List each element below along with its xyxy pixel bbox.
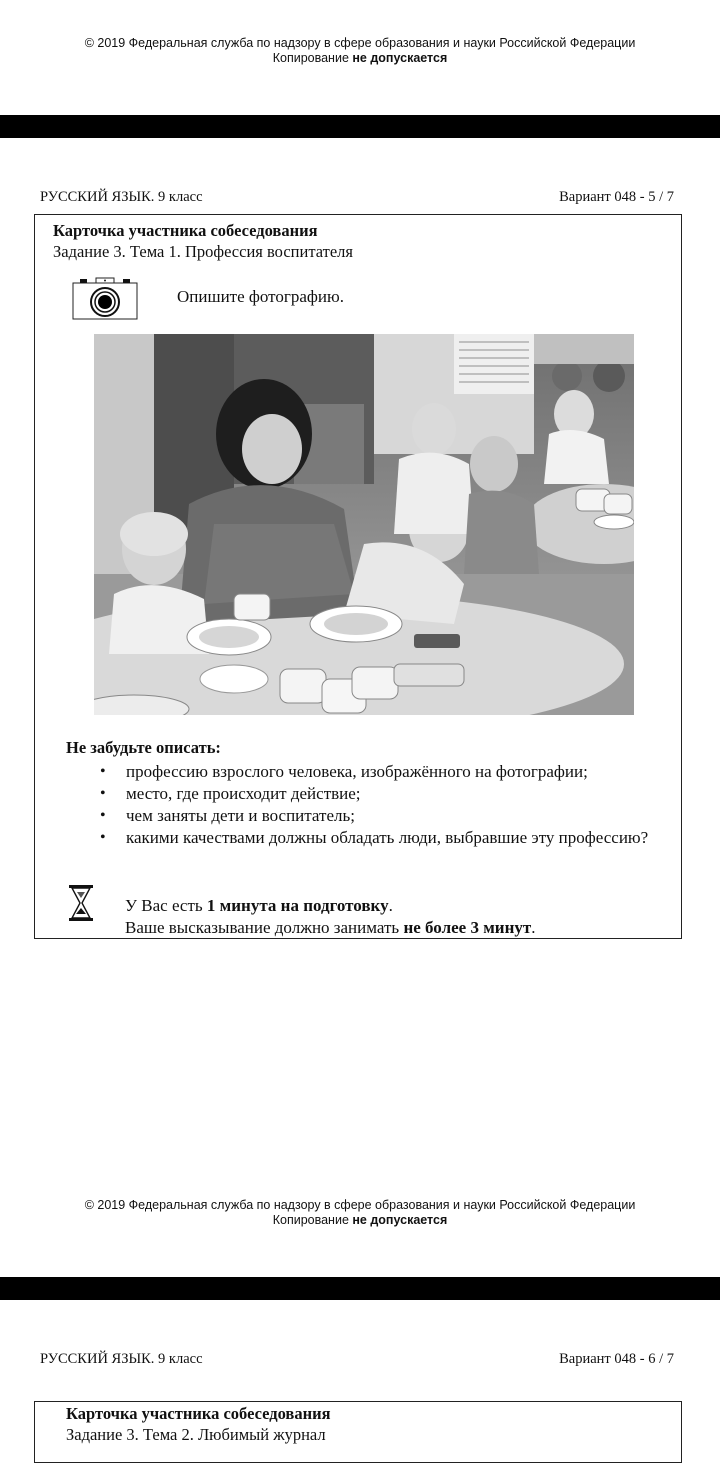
page-separator bbox=[0, 115, 720, 138]
camera-icon bbox=[72, 277, 138, 320]
list-item: • профессию взрослого человека, изображённого на фотографии; bbox=[100, 761, 674, 783]
preparation-time: У Вас есть 1 минута на подготовку. bbox=[125, 896, 393, 915]
card-subtitle: Задание 3. Тема 2. Любимый журнал bbox=[66, 1425, 326, 1444]
remember-heading: Не забудьте описать: bbox=[66, 738, 221, 757]
copyright-footer bbox=[0, 1198, 720, 1228]
card-title: Карточка участника собеседования bbox=[66, 1404, 331, 1423]
variant-header: Вариант 048 - 6 / 7 bbox=[559, 1351, 674, 1367]
card-title: Карточка участника собеседования bbox=[53, 221, 318, 240]
answer-duration: Ваше высказывание должно занимать не более 3 минут. bbox=[125, 918, 536, 937]
card-subtitle: Задание 3. Тема 1. Профессия воспитателя bbox=[53, 242, 353, 261]
subject-header: РУССКИЙ ЯЗЫК. 9 класс bbox=[40, 189, 203, 205]
list-item: • чем заняты дети и воспитатель; bbox=[100, 805, 674, 827]
copying-notice: Копирование не допускается bbox=[272, 1213, 448, 1227]
variant-header: Вариант 048 - 5 / 7 bbox=[559, 189, 674, 205]
copying-notice: Копирование не допускается bbox=[272, 51, 448, 65]
subject-header: РУССКИЙ ЯЗЫК. 9 класс bbox=[40, 1351, 203, 1367]
copyright-line: © 2019 Федеральная служба по надзору в сфере образования и науки Российской Федерации bbox=[84, 1198, 636, 1212]
copyright-footer-top bbox=[0, 36, 720, 66]
copyright-line: © 2019 Федеральная служба по надзору в сфере образования и науки Российской Федерации bbox=[84, 36, 636, 50]
instruction-text: Опишите фотографию. bbox=[177, 287, 344, 306]
kindergarten-photo bbox=[94, 334, 634, 715]
hourglass-icon bbox=[68, 884, 94, 922]
page-separator bbox=[0, 1277, 720, 1300]
list-item: • место, где происходит действие; bbox=[100, 783, 674, 805]
description-checklist bbox=[100, 761, 674, 849]
list-item: • какими качествами должны обладать люди, выбравшие эту профессию? bbox=[100, 827, 674, 849]
